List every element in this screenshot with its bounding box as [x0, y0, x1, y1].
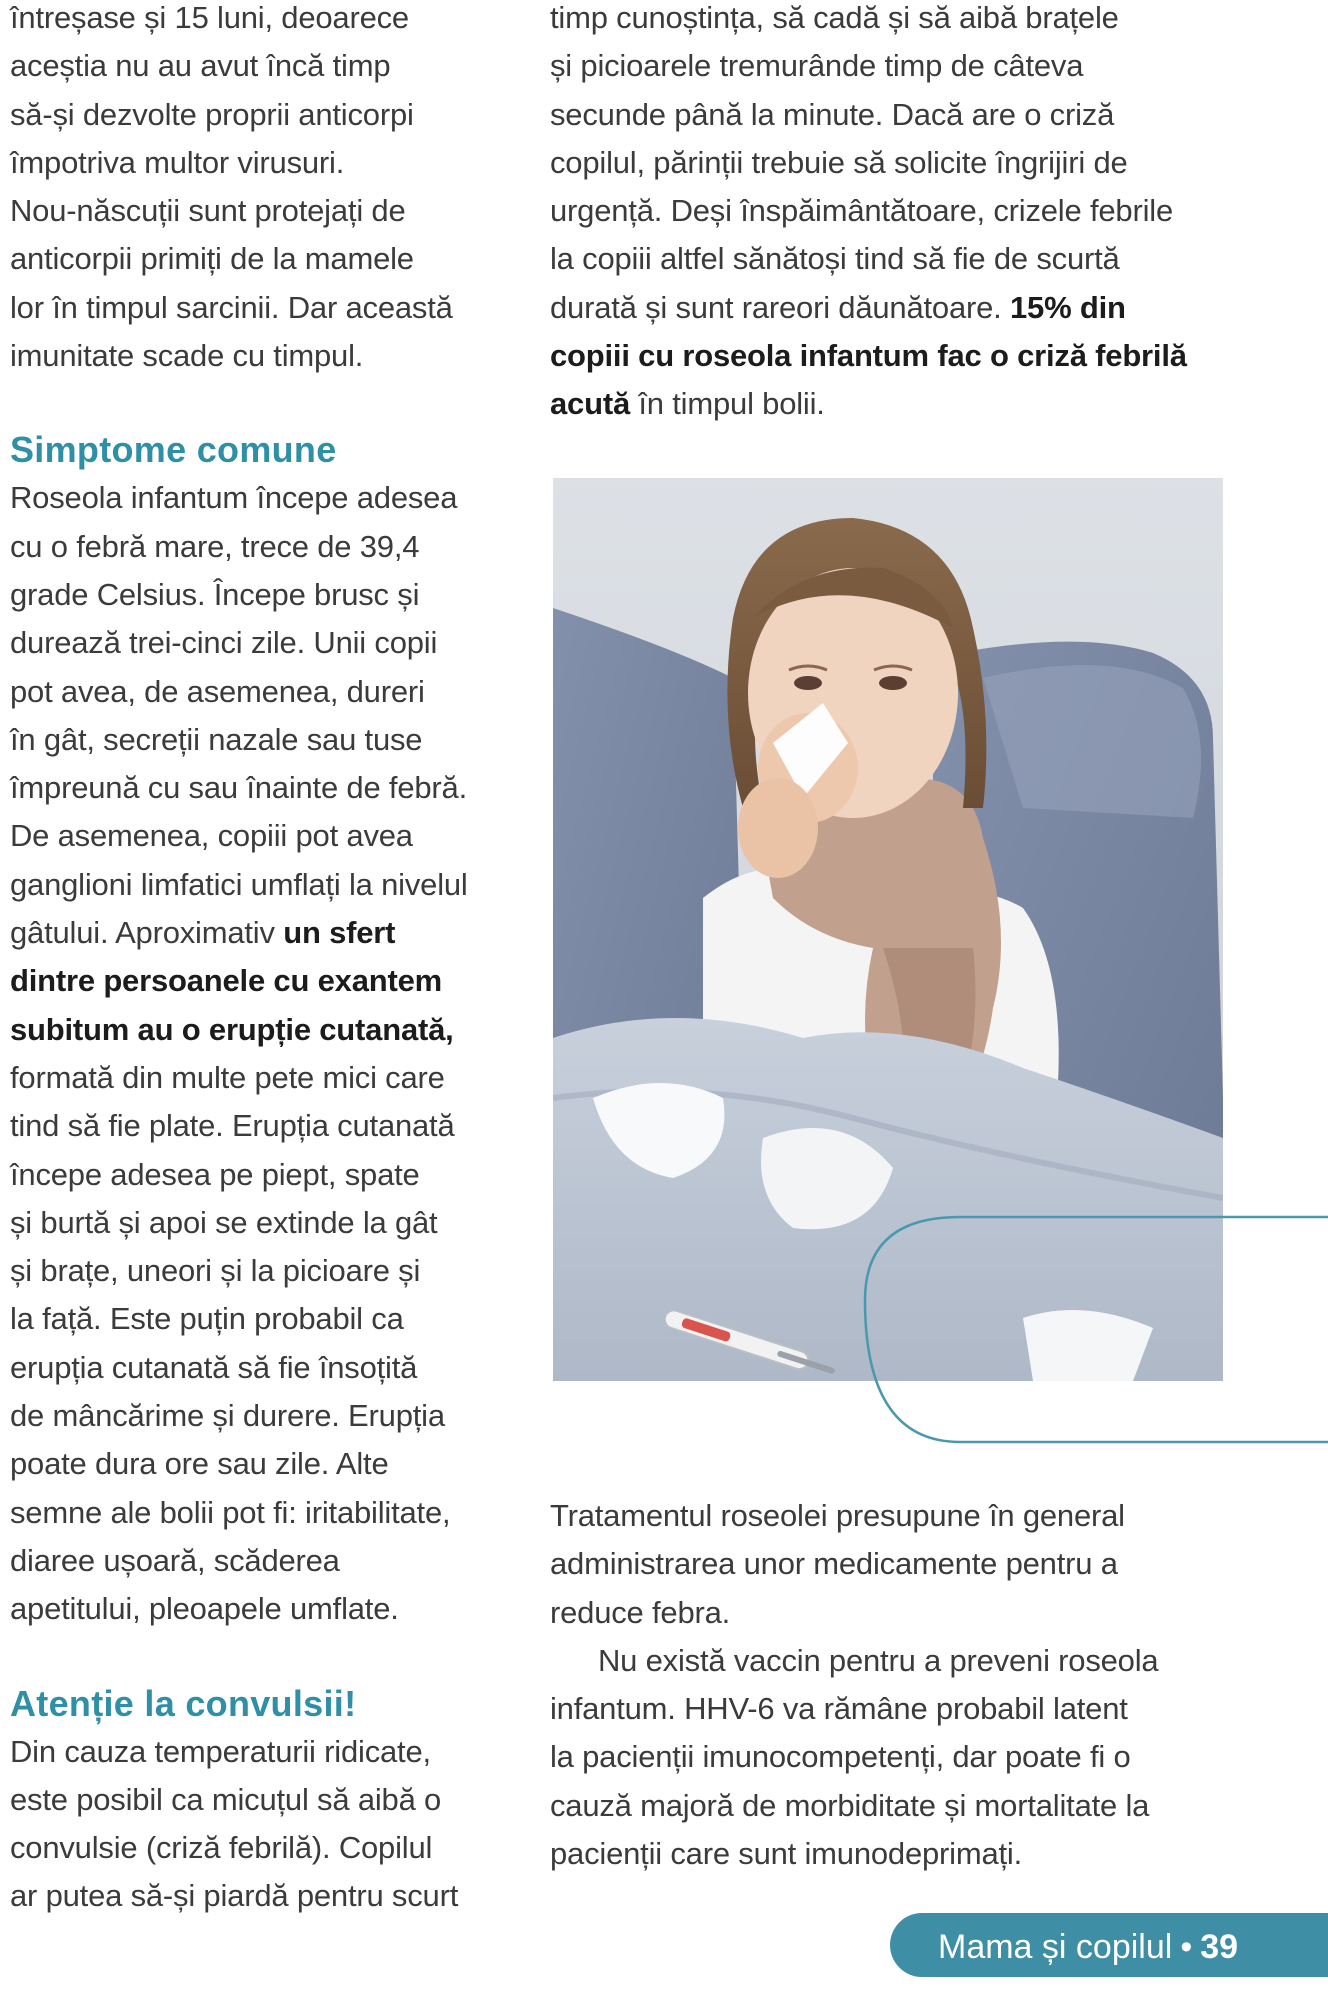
vaccine-paragraph: Nu există vaccin pentru a preveni roseola infantum. HHV-6 va rămâne probabil latent la pacienții imunocompetenți, dar poate fi o cauză majoră de morbiditate și mortalitate la pacienții care sunt imunodeprimați.	[550, 1642, 1159, 1872]
right-column-bottom	[550, 1492, 1250, 1878]
symptoms-text-a: Roseola infantum începe adesea cu o febră mare, trece de 39,4 grade Celsius. Începe brusc și durează trei-cinci zile. Unii copii pot avea, de asemenea, dureri în gât, secreții nazale sau tuse împreună cu sau înainte de febră. De asemenea, copiii pot avea ganglioni limfatici umflați la nivelul gâtului. Aproximativ	[10, 480, 468, 951]
treatment-paragraph: Tratamentul roseolei presupune în general administrarea unor medicamente pentru a reduce febra.	[550, 1498, 1125, 1630]
symptoms-bold-text: un sfert dintre persoanele cu exantem subitum au o erupție cutanată,	[10, 915, 454, 1047]
heading-atentie-convulsii: Atenție la convulsii!	[10, 1682, 357, 1724]
sick-child-photo	[553, 478, 1223, 1381]
seizure-paragraph	[550, 0, 1250, 429]
page-footer-badge	[890, 1913, 1328, 1977]
footer-separator: •	[1180, 1928, 1193, 1967]
seizure-text-b: în timpul bolii.	[629, 386, 825, 422]
symptoms-text-b: formată din multe pete mici care tind să fie plate. Erupția cutanată începe adesea pe piept, spate și burtă și apoi se extinde la gât și brațe, uneori și la picioare și la față. Este puțin probabil ca erupția cutanată să fie însoțită de mâncărime și durere. Erupția poate dura ore sau zile. Alte semne ale bolii pot fi: iritabilitate, diaree ușoară, scăderea apetitului, pleoapele umflate.	[10, 1059, 455, 1627]
left-column	[10, 0, 510, 1921]
right-column-top	[550, 0, 1250, 429]
seizure-text-a: timp cunoștința, să cadă și să aibă brațele și picioarele tremurânde timp de câteva secunde până la minute. Dacă are o criză copilul, părinții trebuie să solicite îngrijiri de urgență. Deși înspăimântătoare, crizele febrile la copiii altfel sănătoși tind să fie de scurtă durată și sunt rareori dăunătoare.	[550, 0, 1173, 325]
page-number: 39	[1200, 1928, 1239, 1967]
symptoms-paragraph	[10, 474, 510, 1633]
heading-simptome-comune: Simptome comune	[10, 429, 337, 471]
seizure-bold-text: 15% din copiii cu roseola infantum fac o criză febrilă acută	[550, 289, 1187, 422]
magazine-title: Mama și copilul	[938, 1928, 1173, 1967]
intro-paragraph: întreșase și 15 luni, deoarece aceștia nu au avut încă timp să-și dezvolte proprii anticorpi împotriva multor virusuri. Nou-născuții sunt protejați de anticorpii primiți de la mamele lor în timpul sarcinii. Dar această imunitate scade cu timpul.	[10, 0, 453, 374]
convulsions-paragraph: Din cauza temperaturii ridicate, este posibil ca micuțul să aibă o convulsie (criză febrilă). Copilul ar putea să-și piardă pentru scurt	[10, 1733, 459, 1914]
